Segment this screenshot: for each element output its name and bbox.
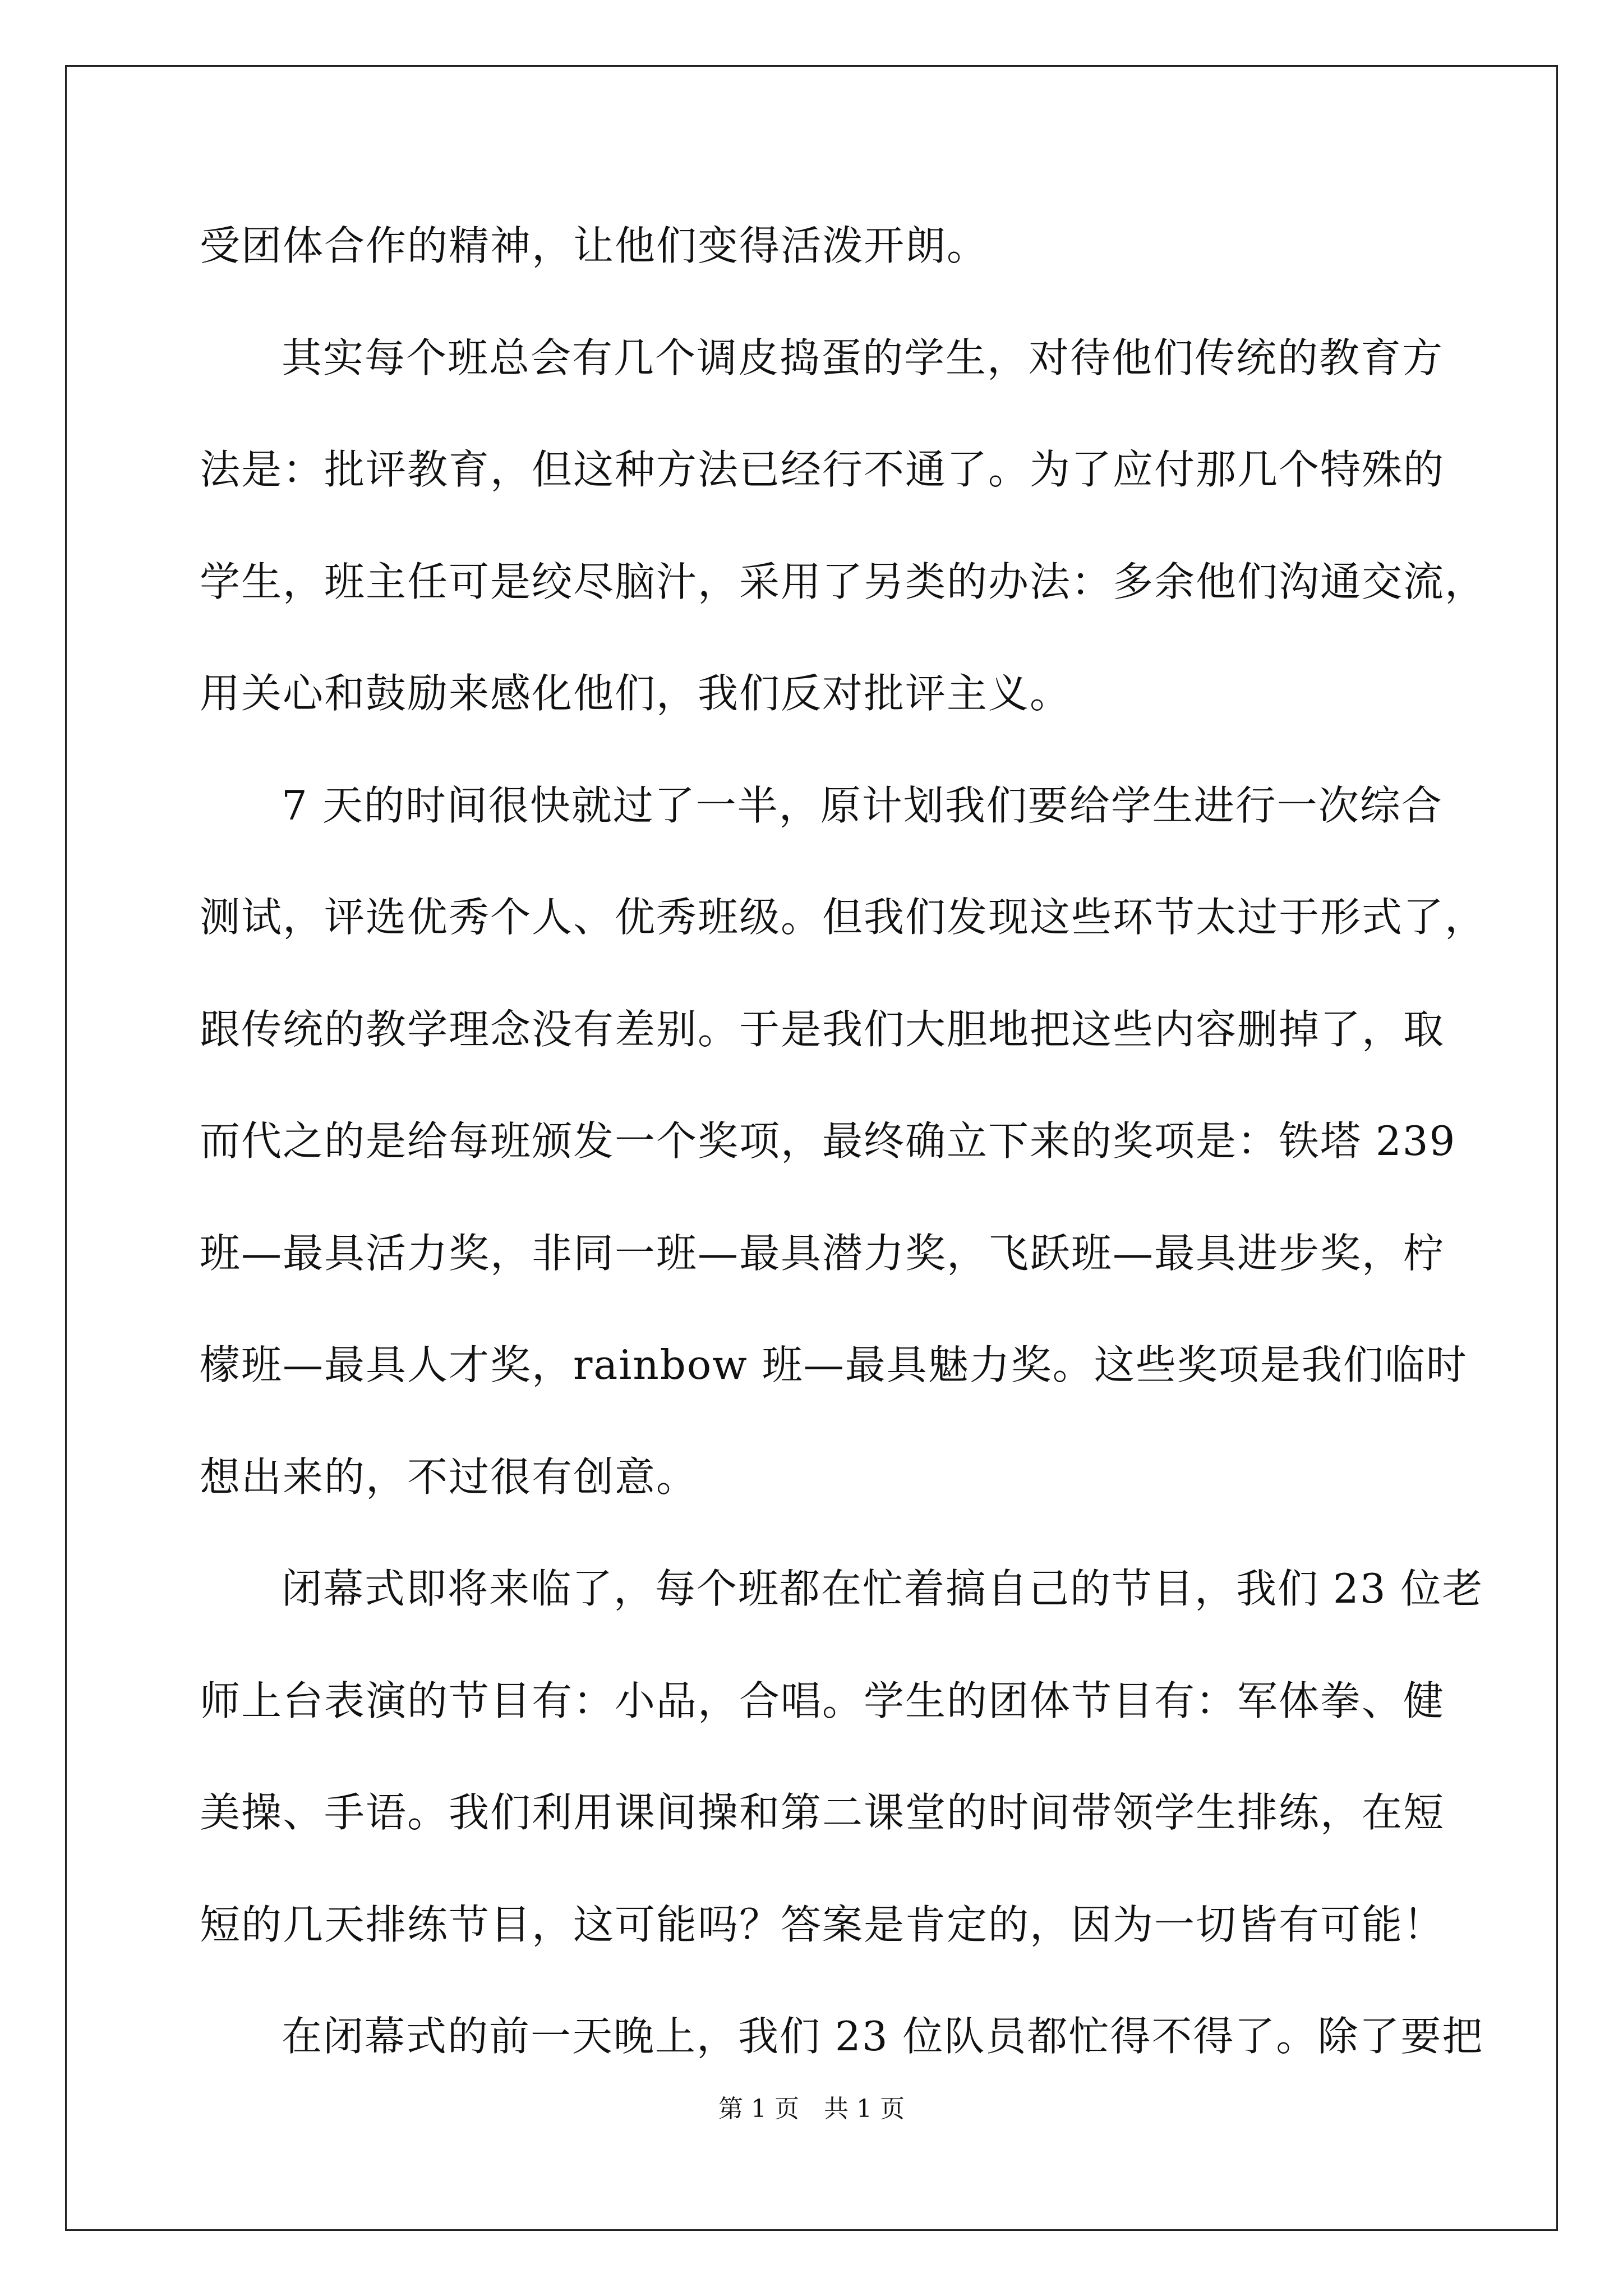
text-line: 7 天的时间很快就过了一半，原计划我们要给学生进行一次综合 <box>282 781 1443 829</box>
text-line: 班—最具活力奖，非同一班—最具潜力奖，飞跃班—最具进步奖，柠 <box>200 1229 1445 1277</box>
text-line: 其实每个班总会有几个调皮捣蛋的学生，对待他们传统的教育方 <box>282 334 1444 381</box>
text-line: 学生，班主任可是绞尽脑汁，采用了另类的办法：多余他们沟通交流， <box>200 558 1487 605</box>
text-line: 用关心和鼓励来感化他们，我们反对批评主义。 <box>200 670 1072 717</box>
text-line: 法是：批评教育，但这种方法已经行不通了。为了应付那几个特殊的 <box>200 446 1445 493</box>
text-line: 师上台表演的节目有：小品，合唱。学生的团体节目有：军体拳、健 <box>200 1677 1445 1724</box>
text-line: 闭幕式即将来临了，每个班都在忙着搞自己的节目，我们 23 位老 <box>282 1565 1484 1612</box>
text-line: 跟传统的教学理念没有差别。于是我们大胆地把这些内容删掉了，取 <box>200 1005 1445 1053</box>
text-line: 想出来的，不过很有创意。 <box>200 1453 698 1501</box>
page-footer: 第 1 页 共 1 页 <box>718 2095 905 2123</box>
text-line: 短的几天排练节目，这可能吗？答案是肯定的，因为一切皆有可能！ <box>200 1901 1445 1948</box>
text-line: 受团体合作的精神，让他们变得活泼开朗。 <box>200 222 989 269</box>
text-line: 在闭幕式的前一天晚上，我们 23 位队员都忙得不得了。除了要把 <box>282 2013 1484 2060</box>
document-body <box>200 212 1487 2115</box>
text-line: 檬班—最具人才奖，rainbow 班—最具魅力奖。这些奖项是我们临时 <box>200 1341 1468 1388</box>
text-line: 而代之的是给每班颁发一个奖项，最终确立下来的奖项是：铁塔 239 <box>200 1117 1456 1165</box>
text-line: 测试，评选优秀个人、优秀班级。但我们发现这些环节太过于形式了， <box>200 894 1487 941</box>
text-line: 美操、手语。我们利用课间操和第二课堂的时间带领学生排练，在短 <box>200 1789 1445 1836</box>
